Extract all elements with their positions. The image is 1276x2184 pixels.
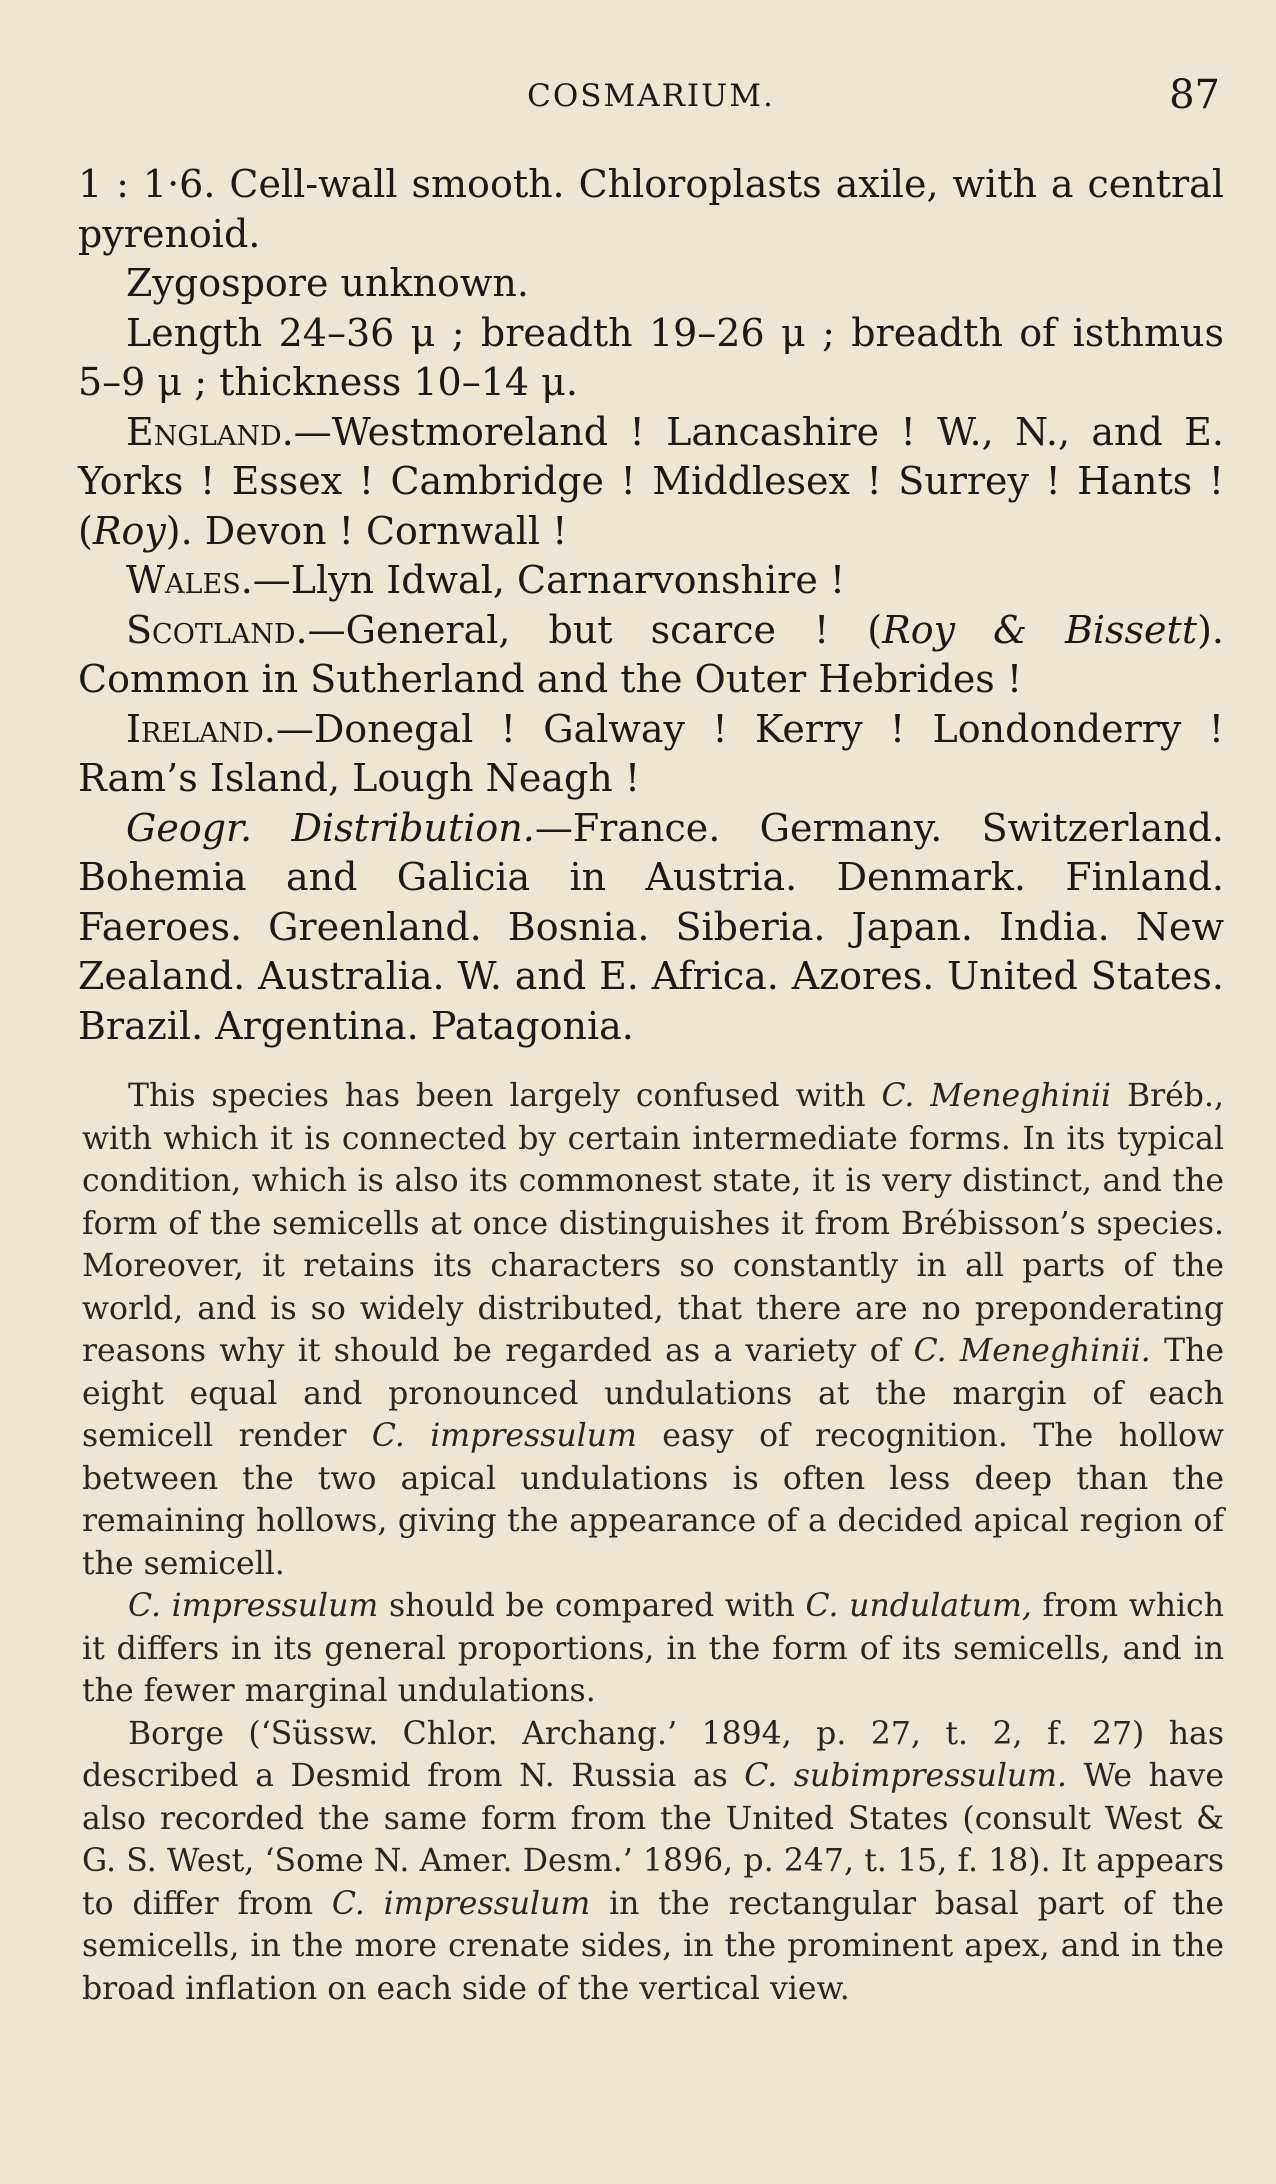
- species-notes: [82, 1075, 1224, 2010]
- geogr-label: Geogr. Distribution.: [126, 805, 535, 850]
- distribution-wales: [78, 556, 1224, 606]
- species-name: C. subimpressulum.: [744, 1758, 1068, 1794]
- species-description: [78, 160, 1224, 1051]
- note-text: Borge (‘Süssw. Chlor. Archang.’ 1894, p. 27, t. 2, f. 27) has described a Desmid from N. Russia as: [82, 1715, 1224, 1794]
- distribution-england: [78, 408, 1224, 557]
- note-text: in the rectangular basal part of the semicells, in the more crenate sides, in the prominent apex, and in the broad inflation on each side of the vertical view.: [82, 1885, 1225, 2007]
- note-text: easy of recognition. The hollow between the two apical undulations is often less deep than the remaining hollows, giving the appearance of a decided apical region of the semicell.: [82, 1418, 1225, 1582]
- page-number: 87: [1169, 72, 1220, 118]
- distribution-scotland: [78, 606, 1224, 705]
- region-text-tail: ). Devon ! Cornwall !: [165, 508, 568, 553]
- region-label: England.: [126, 409, 294, 454]
- page-header: [78, 72, 1224, 116]
- note-text: The eight equal and pronounced undulations at the margin of each semicell render: [82, 1333, 1225, 1454]
- note-paragraph-3: [82, 1713, 1224, 2011]
- region-text: —Donegal ! Galway ! Kerry ! Londonderry ! Ram’s Island, Lough Neagh !: [78, 706, 1224, 800]
- note-text: We have also recorded the same form from the United States (consult West & G. S. West, ‘Some N. Amer. Desm.’ 1896, p. 247, t. 15, f. 18). It appears to differ from: [82, 1758, 1224, 1922]
- region-text: —Westmoreland ! Lancashire ! W., N., and E. Yorks ! Essex ! Cambridge ! Middlesex ! Surrey ! Hants ! (: [78, 409, 1224, 553]
- dimensions-line: Length 24–36 μ ; breadth 19–26 μ ; breadth of isthmus 5–9 μ ; thickness 10–14 μ.: [78, 310, 1224, 404]
- note-paragraph-2: [82, 1585, 1224, 1713]
- description-continuation: 1 : 1·6. Cell-wall smooth. Chloroplasts axile, with a central pyrenoid.: [78, 162, 1224, 256]
- distribution-ireland: [78, 705, 1224, 804]
- note-text: This species has been largely confused with: [128, 1078, 882, 1114]
- running-head: COSMARIUM.: [527, 78, 775, 114]
- geogr-text: —France. Germany. Switzerland. Bohemia and Galicia in Austria. Denmark. Finland. Faeroes. Greenland. Bosnia. Siberia. Japan. India. New Zealand. Australia. W. and E. Africa. Azores. United States. Brazil. Argentina. Patagonia.: [78, 805, 1224, 1048]
- note-text: Bréb., with which it is connected by certain intermediate forms. In its typical condition, which is also its commonest state, it is very distinct, and the form of the semicells at once distinguishes it from Brébisson’s species. Moreover, it retains its characters so constantly in all parts of the world, and is so widely distributed, that there are no preponderating reasons why it should be regarded as a variety of: [82, 1078, 1224, 1369]
- region-reference: Roy & Bissett: [882, 607, 1198, 652]
- species-name: C. impressulum: [371, 1418, 637, 1454]
- species-name: C. Meneghinii.: [913, 1333, 1151, 1369]
- species-name: C. impressulum: [331, 1885, 591, 1922]
- region-label: Scotland.: [126, 607, 308, 652]
- species-name: C. impressulum: [128, 1588, 379, 1624]
- note-paragraph-1: [82, 1075, 1224, 1585]
- species-name: C. Meneghinii: [881, 1078, 1112, 1114]
- species-name: C. undulatum,: [805, 1588, 1032, 1624]
- region-label: Wales.: [126, 558, 253, 602]
- zygospore-line: Zygospore unknown.: [126, 261, 529, 305]
- note-text: should be compared with: [378, 1588, 806, 1624]
- note-text: from which it differs in its general proportions, in the form of its semicells, and in the fewer marginal undulations.: [82, 1588, 1224, 1709]
- region-text: —Llyn Idwal, Carnarvonshire !: [252, 558, 846, 602]
- region-reference: Roy: [92, 508, 166, 553]
- region-text-tail: ). Common in Sutherland and the Outer Hebrides !: [78, 607, 1224, 701]
- region-label: Ireland.: [126, 706, 276, 751]
- region-text: —General, but scarce ! (: [307, 607, 883, 652]
- geographic-distribution: [78, 804, 1224, 1052]
